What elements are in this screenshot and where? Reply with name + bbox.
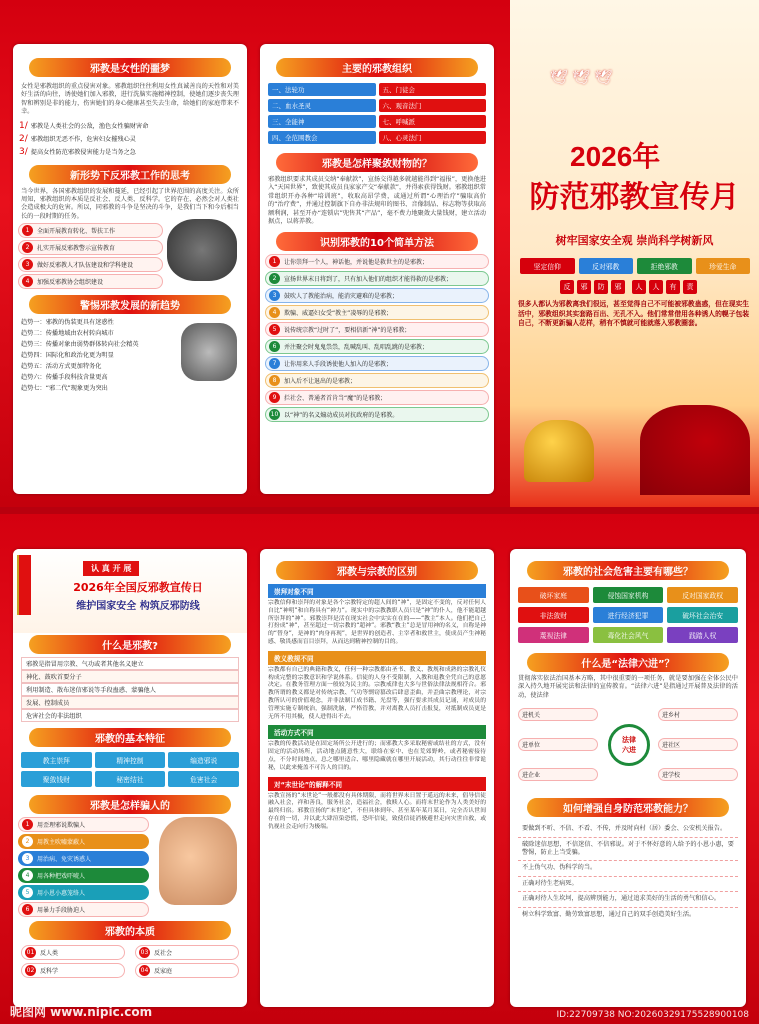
six-item: 进单位	[518, 738, 598, 751]
reform-item: 4 加强反邪教协会组织建设	[18, 274, 163, 289]
illustration-cartoon	[181, 323, 237, 381]
feature-item: 编造邪说	[168, 752, 239, 768]
tip-item: 正确对待人生坎坷，提高辨别能力，通过追求美好的生活的勇气和信心。	[518, 892, 738, 907]
org-item: 七、呼喊派	[379, 115, 487, 128]
panel-title: 邪教是女性的噩梦	[29, 58, 230, 77]
soldiers-silhouette	[640, 405, 750, 495]
front-side	[0, 0, 759, 507]
panel-women	[13, 44, 247, 494]
subsection-text: 宗教信仰和崇拜的对象是各个宗教特定的超人间的“神”，是固定不变的，反对任何人自比“神明”和自称具有“神力”。现实中的宗教教职人员只是“神”的仆人，他不能超越所崇拜的“神”。邪教崇拜是活在现实社会中实实在在的——“教主”本人。他们把自己打扮成“神”，甚至超过一切宗教的“超神”。邪教“教主”总是冒用神的名义，自称是神的“替身”，是神的“肉身再现”，是世界的创造者、主宰者和救世主，使成员产生神秘感、敬畏感而盲目崇拜，从而达到精神控制的目的。	[268, 600, 486, 645]
method-item: 1 让你崇拜一个人，神话他，并说他是救世主的是邪教；	[265, 254, 489, 269]
subsection-text: 宗教宣扬的“末世论”一般都没有具体期限，而将世界末日置于遥远的未来，倡导信徒融入社会，祥和善良，服务社会，造福社会，救赎人心。而将末世论作为人类美好的最终归宿。邪教宣扬的“末世论”，不但具体到年、甚至某年某月某日，完全否认世间存在的一切，并以此大肆渲染恐慌，恐吓信徒，致使信徒消极避世走向灾世自救，或仇视社会走向行为极端。	[268, 792, 486, 830]
org-item: 六、观音法门	[379, 99, 487, 112]
reform-item: 1 全面开展教育转化、帮扶工作	[18, 223, 163, 238]
trick-item: 1 用歪理邪说欺骗人	[18, 817, 149, 832]
trend-item: 趋势四：国际化和政治化更为明显	[21, 352, 114, 360]
intro-text: 女性是邪教组织的重点侵害对象。邪教组织往往利用女性真诚善良的天性和对美好生活的向往，诱使她们加入邪教，进行洗脑实施精神控制，使她们逐步丧失理智和辨别是非的能力，伤害她们的身心健康甚至失去生命，给她们的家庭带来不幸。	[21, 83, 239, 116]
method-item: 2 宣扬世界末日将到了，只有加入他们的组织才能得救的是邪教；	[265, 271, 489, 286]
essence-item: 01 反人类	[21, 945, 125, 960]
six-item: 进学校	[658, 768, 738, 781]
point-item: 1/ 邪教是人类社会的公敌，渔色女性骗财害命	[19, 120, 149, 131]
watermark-id: ID:22709738 NO:20260329175528900108	[556, 1010, 749, 1020]
banner-top: 认 真 开 展	[83, 561, 139, 576]
methods-list	[260, 254, 494, 422]
points-list	[13, 121, 247, 157]
trick-item: 6 用暴力手段胁迫人	[18, 902, 149, 917]
cover-title: 防范邪教宣传月	[529, 181, 740, 214]
org-item: 二、血水圣灵	[268, 99, 376, 112]
lion-statue-image	[524, 420, 594, 482]
section-title: 邪教的本质	[29, 921, 230, 940]
birds-decoration: 🕊 🕊 🕊	[550, 70, 613, 86]
point-item: 2/ 邪教组织无恶不作，危害妇女摧残心灵	[19, 133, 136, 144]
tips-list	[510, 820, 746, 924]
banner	[13, 549, 247, 633]
subsection-text: 宗教都有自己的典籍和教义，任何一种宗教都由圣书、教义、教规和成熟的宗教礼仪构成完整的宗教意识和学说体系。信徒的人身不受限制，入教和退教全凭自己的意愿决定。在教务管理方面一般较为民主的。宗教戒律也大多与世俗法律法规相符合。邪教所谓的教义都是对传统宗教、气功等剽窃篡改后肆意歪曲，并歪曲宗教理论，对宗教所认可的价值观念，并非法制订成书籍、光盘等，强行要求其成员记诵，对成员的管理实施专制统治，强制洗脑，严格管教，并对离教人员打击报复，对抵制成员更是无所不用其极，使人进得出不去。	[268, 666, 486, 720]
trends-list	[13, 317, 247, 392]
section-text: 贯彻落实依法治国基本方略，其中很重要的一项任务，就是要加强在全体公民中深入持久地开展宪法和法律的宣传教育。“法律六进”是指通过开展普及法律的活动，使法律	[518, 675, 738, 699]
method-item: 5 说传统宗教“过时了”，要相信新“神”的是邪教；	[265, 322, 489, 337]
section-title: 如何增强自身防范邪教能力？	[527, 798, 730, 817]
subsection-heading: 活动方式不同	[268, 725, 486, 739]
panel-title: 邪教的社会危害主要有哪些？	[527, 561, 730, 580]
def-item: 神化、鼓吹首要分子	[21, 670, 239, 683]
section-title: 识别邪教的10个简单方法	[276, 232, 477, 251]
tag-item: 反对邪教	[579, 258, 634, 274]
org-item: 八、心灵法门	[379, 131, 487, 144]
cover-slogan: 树牢国家安全观 崇尚科学树新风	[555, 234, 714, 247]
panel-title: 邪教与宗教的区别	[276, 561, 477, 580]
method-item: 6 并注聚会时鬼鬼祟祟，乱喊乱叫、乱唱乱跳的是邪教；	[265, 339, 489, 354]
cover-tags	[520, 258, 750, 274]
panel-title: 主要的邪教组织	[276, 58, 477, 77]
section-title: 邪教是怎样聚敛财物的？	[276, 153, 477, 172]
feature-item: 教主崇拜	[21, 752, 92, 768]
cover-paragraph: 很多人都认为邪教离我们很远，甚至觉得自己不可能被邪教蛊惑，但在现实生活中，邪教组织其实套路百出、无孔不入。他们常常借用各种诱人的幌子包装自己，不断更新骗人花样，稍有不慎就可能就落入邪教圈套。	[518, 300, 750, 328]
tag-item: 珍爱生命	[696, 258, 751, 274]
point-item: 3/ 提高女性防范邪教侵害能力是当务之急	[19, 146, 136, 157]
section-title: 邪教是怎样骗人的	[29, 795, 230, 814]
panel-harms	[510, 549, 746, 1007]
tag-item: 坚定信仰	[520, 258, 575, 274]
tip-item: 树立科学致富、勤劳致富思想，通过自己的双手创造美好生活。	[522, 910, 696, 918]
method-item: 3 鼓吹人了教能治病，能消灾避难的是邪教；	[265, 288, 489, 303]
def-item: 邪教是指冒用宗教、气功或者其他名义建立	[21, 657, 239, 670]
essence-item: 03 反社会	[135, 945, 239, 960]
reform-item: 2 扎实开展反邪教警示宣传教育	[18, 240, 163, 255]
method-item: 8 加入后不让退出的是邪教；	[265, 373, 489, 388]
six-item: 进机关	[518, 708, 598, 721]
section-title: 邪教的基本特征	[29, 728, 230, 747]
tip-item: 不上伪气功、伪科学的当。	[518, 861, 738, 876]
feature-item: 聚敛钱财	[21, 771, 92, 787]
panel-definition	[13, 549, 247, 1007]
essence-item: 04 反家庭	[135, 963, 239, 978]
method-item: 9 拦社会、普通者首肯当“魔”的是邪教；	[265, 390, 489, 405]
cover-year: 2026年	[570, 141, 661, 172]
org-item: 三、全能神	[268, 115, 376, 128]
tag-item: 拒绝邪教	[637, 258, 692, 274]
trend-item: 趋势三：传播对象由弱势群体转向社会精英	[21, 341, 139, 349]
feature-item: 危害社会	[168, 771, 239, 787]
back-side	[0, 514, 759, 1024]
feature-item: 精神控制	[95, 752, 166, 768]
banner-title: 2026年全国反邪教宣传日	[73, 581, 203, 594]
essence-item: 02 反科学	[21, 963, 125, 978]
definition-list	[21, 657, 239, 722]
panel-difference	[260, 549, 494, 1007]
tricks-list	[13, 817, 247, 917]
center-circle: 法律 六进	[608, 724, 650, 766]
section-title: 什么是邪教?	[29, 635, 230, 654]
method-item: 10 以“神”的名义煽动成员对抗政府的是邪教。	[265, 407, 489, 422]
section-text: 邪教组织要求其成员交纳“奉献款”，宣扬交得越多就越能得到“福报”，更换他进入“天国世界”，致使其成员良家家产交“奉献款”，并得索获得钱财。邪教组织常常组织开办各种“培训班”，收取高昂学费，或通过所谓“心理治疗”骗取高价的“治疗费”，并通过控制旗下自办非法规印的图书、音像制品、标志物等获取高额利润，甚至开办“连锁店”兜售其“产品”，毫不费力地聚敛大量钱财，建立活动据点，以蒋养教。	[268, 176, 486, 226]
harm-item: 毒化社会风气	[593, 627, 664, 643]
trick-item: 4 用各种把戏吓唬人	[18, 868, 149, 883]
six-diagram	[518, 704, 738, 792]
section-title: 什么是“法律六进”？	[527, 653, 730, 672]
harm-item: 进行经济犯罪	[593, 607, 664, 623]
method-item: 7 让你用来人手段诱使他人加入的是邪教；	[265, 356, 489, 371]
trend-item: 趋势二：传播地域由农村转向城市	[21, 330, 114, 338]
trick-item: 2 用教主吹嘘蒙蔽人	[18, 834, 149, 849]
harm-item: 破坏家庭	[518, 587, 589, 603]
harm-item: 反对国家政权	[667, 587, 738, 603]
flag-icon	[17, 555, 39, 615]
panel-organizations	[260, 44, 494, 494]
harm-item: 蔑视法律	[518, 627, 589, 643]
features-grid	[13, 750, 247, 789]
harm-item: 践踏人权	[667, 627, 738, 643]
harm-item: 非法敛财	[518, 607, 589, 623]
reform-list	[13, 223, 247, 289]
trend-item: 趋势五：活动方式更加特务化	[21, 363, 102, 371]
harm-item: 破坏社会治安	[667, 607, 738, 623]
method-item: 4 欺骗、威逼妇女受“教主”凌辱的是邪教；	[265, 305, 489, 320]
cover-panel	[510, 0, 759, 507]
trend-item: 趋势一：邪教的伪装更具有迷惑性	[21, 319, 114, 327]
trick-item: 3 用治病、免灾诱惑人	[18, 851, 149, 866]
org-item: 一、法轮功	[268, 83, 376, 96]
section-title: 警惕邪教发展的新趋势	[29, 295, 230, 314]
def-item: 危害社会的非法组织	[21, 709, 239, 722]
tip-item: 正确对待生老病死。	[518, 877, 738, 892]
six-item: 进乡村	[658, 708, 738, 721]
illustration-crowd	[167, 219, 237, 281]
feature-item: 秘密结社	[95, 771, 166, 787]
subsection-heading: 崇拜对象不同	[268, 584, 486, 598]
watermark-logo: 昵图网 www.nipic.com	[10, 1005, 153, 1019]
section-text: 当今世界，各国邪教组织的发展和蔓延，已经引起了世界范围的高度关注。众所周知，邪教组织的本质是反社会、反人类、反科学。它的存在，必然会对人类社会造成极大的危害。所以，同邪教的斗争是坚决的斗争，是我们当下和今后相当长的一段时期的任务。	[21, 187, 239, 220]
essence-grid	[13, 943, 247, 980]
subsection-heading: 教义教规不同	[268, 651, 486, 665]
subsection-text: 宗教的传教活动是在固定场所公开进行的；而邪教大多采取秘密或结社的方式，没有固定的活动场所，活动地点随意性大，联络在家中、也在荒郊野岭，或者秘密接待点，不分时间地点，总之哪里适合、哪里隐藏就在哪里开展活动，其行动往往非常诡秘，以此来掩盖不可告人的目的。	[268, 741, 486, 771]
tip-item: 要做到不听、不信、不看、不传，并及时向村（居）委会、公安机关报告。	[518, 822, 738, 837]
trend-item: 趋势六：传播手段科技含量更高	[21, 374, 108, 382]
section-title: 新形势下反邪教工作的思考	[29, 165, 230, 184]
hand-stop-illustration	[159, 817, 237, 905]
def-item: 利用制造、散布迷信邪说等手段蛊惑、蒙骗他人	[21, 683, 239, 696]
harms-grid	[510, 583, 746, 647]
cover-chars: 反 邪 防 邪 人 人 有 责	[560, 280, 697, 294]
reform-item: 3 做好反邪教人才队伍建设和学科建设	[18, 257, 163, 272]
org-item: 四、全范围教会	[268, 131, 376, 144]
org-item: 五、门徒会	[379, 83, 487, 96]
harm-item: 侵蚀国家机构	[593, 587, 664, 603]
trend-item: 趋势七：“邪二代”现象更为突出	[21, 385, 108, 393]
six-item: 进企业	[518, 768, 598, 781]
org-grid	[260, 80, 494, 147]
trick-item: 5 用小恩小惠笼络人	[18, 885, 149, 900]
def-item: 发展、控制成员	[21, 696, 239, 709]
six-item: 进社区	[658, 738, 738, 751]
subsection-heading: 对“末世论”的解释不同	[268, 777, 486, 791]
banner-subtitle: 维护国家安全 构筑反邪防线	[76, 601, 200, 612]
tip-item: 破除迷信思想，不信迷信、不信邪说。对于不怀好意的人给予的小恩小惠，要警惕，防止上当受骗。	[518, 838, 738, 862]
